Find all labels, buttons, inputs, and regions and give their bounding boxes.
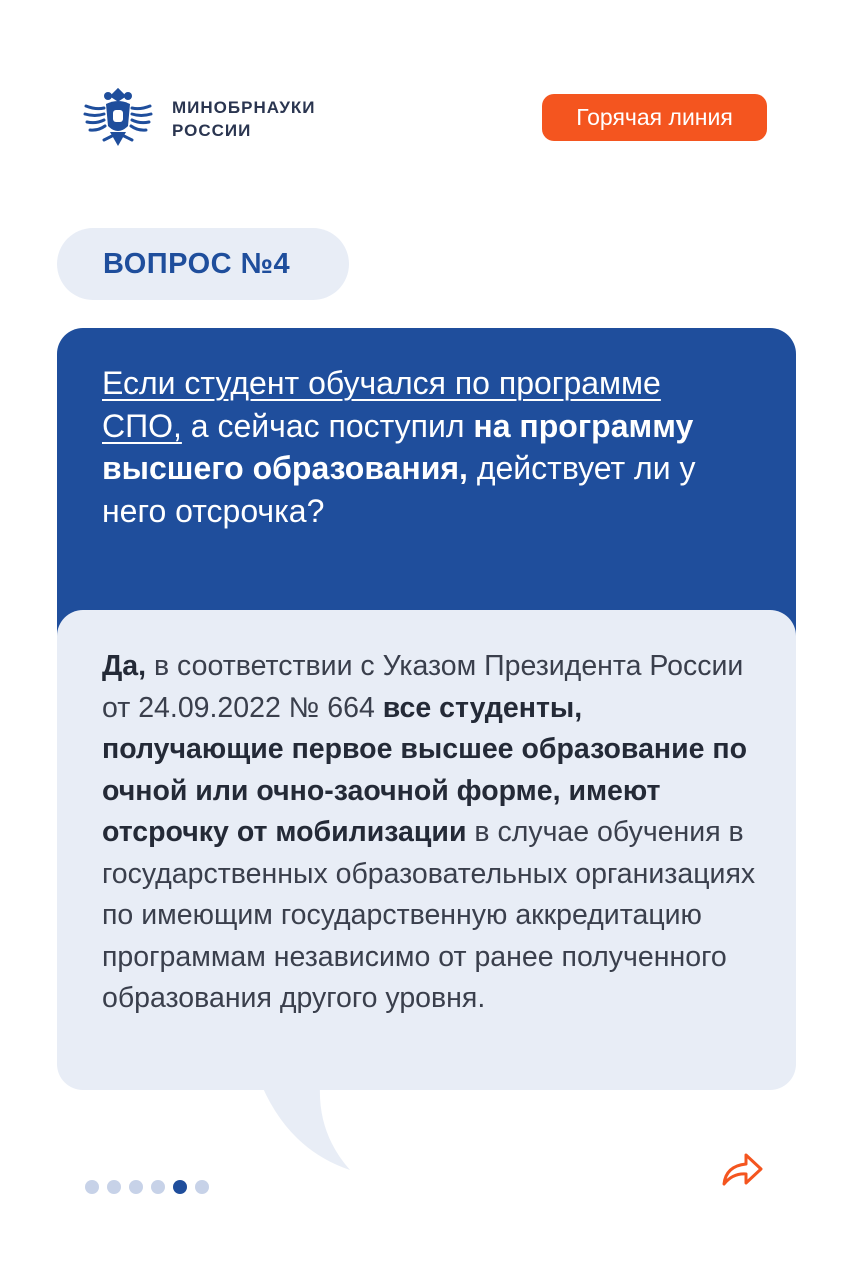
pagination-dot-2[interactable] bbox=[107, 1180, 121, 1194]
hotline-button[interactable]: Горячая линия bbox=[542, 94, 767, 141]
pagination-dot-5[interactable] bbox=[173, 1180, 187, 1194]
ministry-emblem-icon bbox=[82, 84, 154, 152]
answer-bold-main: все студенты, получающие первое высшее образование по очной или очно-заочной форме, имеют отсрочку от мобилизации bbox=[102, 691, 748, 848]
speech-bubble-tail bbox=[262, 1086, 352, 1170]
pagination-dot-6[interactable] bbox=[195, 1180, 209, 1194]
ministry-name bbox=[172, 96, 316, 142]
answer-text bbox=[102, 646, 767, 1020]
pagination-dot-3[interactable] bbox=[129, 1180, 143, 1194]
answer-text-part2: в случае обучения в государственных образовательных организациях по имеющим государственную аккредитацию программам независимо от ранее полученного образования другого уровня. bbox=[102, 816, 756, 1014]
pagination-dot-4[interactable] bbox=[151, 1180, 165, 1194]
answer-text-part1: в соответствии с Указом Президента России от 24.09.2022 № 664 bbox=[102, 650, 744, 724]
share-arrow-icon[interactable] bbox=[720, 1150, 764, 1188]
question-text-part2: действует ли у него отсрочка? bbox=[102, 450, 696, 529]
ministry-name-line2: РОССИИ bbox=[172, 121, 252, 140]
pagination-dots bbox=[85, 1180, 209, 1194]
question-number-badge bbox=[57, 228, 349, 300]
pagination-dot-1[interactable] bbox=[85, 1180, 99, 1194]
question-text bbox=[102, 362, 742, 532]
question-bold-text: на программу высшего образования, bbox=[102, 407, 694, 486]
question-underlined-text: Если студент обучался по программе СПО, bbox=[102, 365, 661, 444]
question-number-label: ВОПРОС №4 bbox=[103, 247, 291, 280]
ministry-name-line1: МИНОБРНАУКИ bbox=[172, 98, 316, 117]
question-text-part1: а сейчас поступил bbox=[181, 407, 474, 444]
answer-bold-yes: Да, bbox=[102, 650, 147, 682]
